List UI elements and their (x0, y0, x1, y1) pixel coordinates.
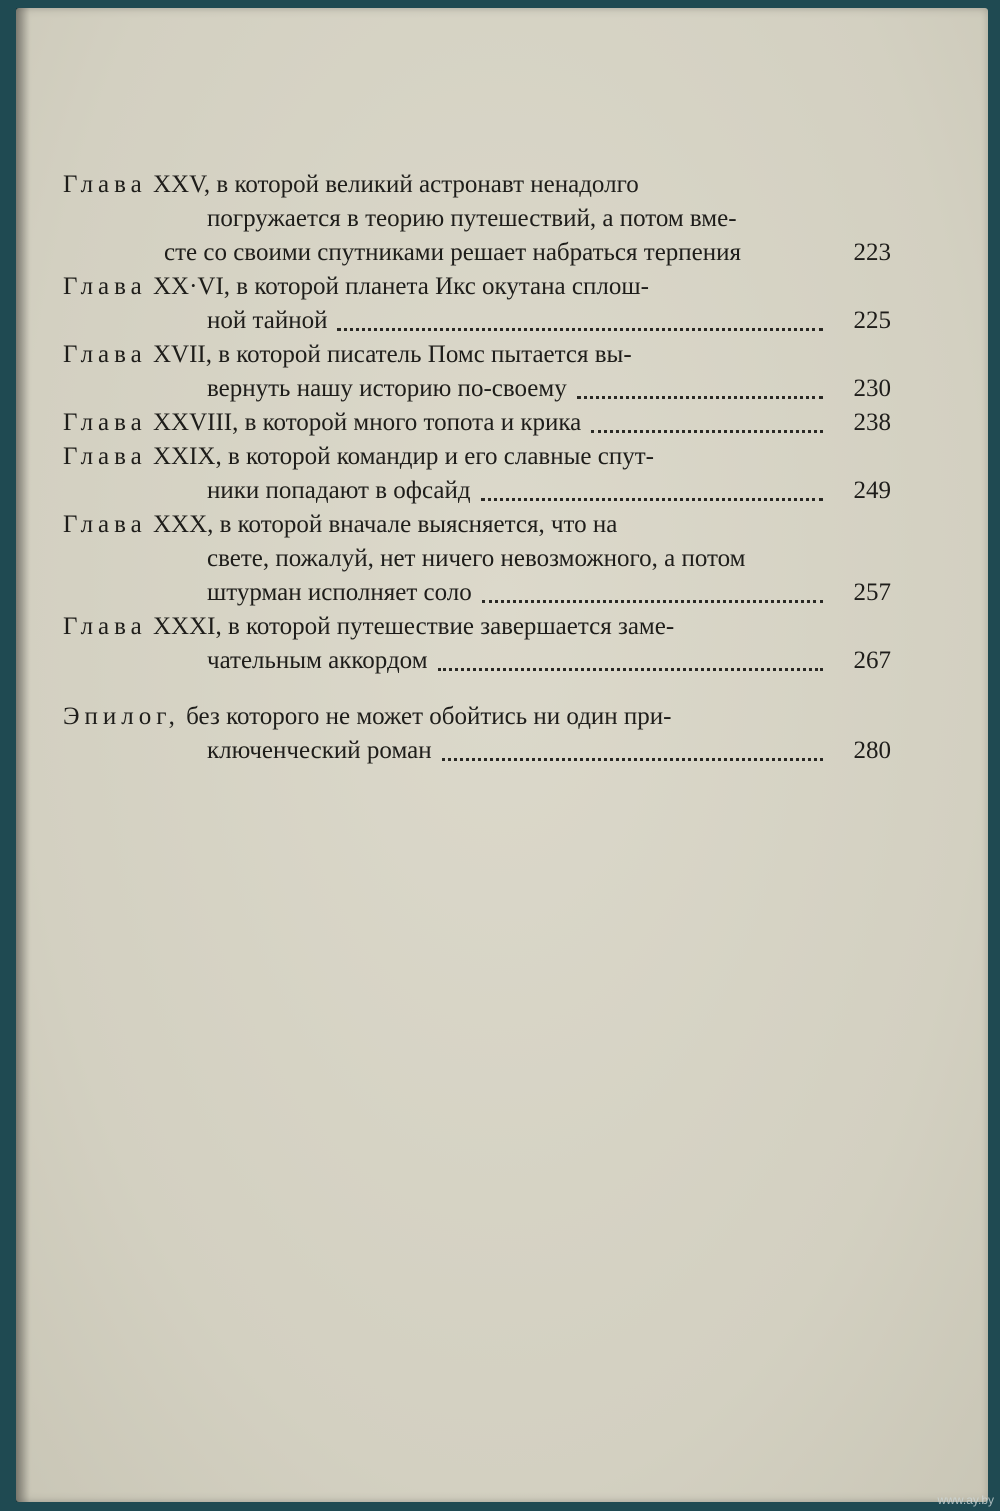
page-number: 249 (853, 477, 891, 504)
dot-leader (591, 414, 823, 433)
dot-leader (337, 312, 823, 331)
page-number: 280 (853, 737, 891, 764)
entry-head: Глава (63, 409, 147, 436)
page-number: 225 (853, 307, 891, 334)
entry-text: ники попадают в офсайд (207, 477, 471, 504)
entry-text: вернуть нашу историю по-своему (207, 375, 567, 402)
entry-head: Глава (63, 511, 147, 538)
toc-entry (63, 270, 891, 338)
entry-text: XXVIII, в которой много топота и крика (152, 409, 582, 436)
toc-entry-epilogue (63, 700, 891, 768)
toc-entry (63, 610, 891, 678)
entry-text: погружается в теорию путешествий, а потом вме- (207, 205, 737, 232)
page-number: 238 (853, 409, 891, 436)
entry-text: ной тайной (207, 307, 328, 334)
entry-text: ключенческий роман (207, 737, 432, 764)
toc-entry (63, 440, 891, 508)
entry-head: Глава (63, 171, 147, 198)
entry-text: XXV, в которой великий астронавт ненадолго (152, 171, 639, 198)
entry-text: XXX, в которой вначале выясняется, что на (152, 511, 618, 538)
entry-head: Глава (63, 443, 147, 470)
page-number: 230 (853, 375, 891, 402)
dot-leader (481, 482, 823, 501)
dot-leader (442, 742, 823, 761)
entry-text: штурман исполняет соло (207, 579, 472, 606)
toc-entry (63, 406, 891, 440)
spine-shadow (16, 8, 30, 1502)
entry-text: свете, пожалуй, нет ничего невозможного, а потом (207, 545, 746, 572)
entry-text: XXIX, в которой командир и его славные спут- (152, 443, 654, 470)
book-page (16, 8, 988, 1502)
toc-entry (63, 168, 891, 270)
entry-head: Эпилог, (63, 703, 180, 730)
entry-head: Глава (63, 341, 147, 368)
toc-entry (63, 508, 891, 610)
entry-head: Глава (63, 613, 147, 640)
dot-leader (438, 652, 823, 671)
toc-entry (63, 338, 891, 406)
page-number: 257 (853, 579, 891, 606)
entry-text: XVII, в которой писатель Помс пытается вы- (152, 341, 632, 368)
page-number: 267 (853, 647, 891, 674)
entry-text: чательным аккордом (207, 647, 428, 674)
entry-text: сте со своими спутниками решает набраться терпения (164, 239, 742, 266)
watermark: www.ay.by (937, 1493, 994, 1507)
dot-leader (577, 380, 823, 399)
entry-text: XX·VI, в которой планета Икс окутана сплош- (152, 273, 649, 300)
entry-text: XXXI, в которой путешествие завершается заме- (152, 613, 675, 640)
entry-text: без которого не может обойтись ни один при- (186, 703, 672, 730)
page-number: 223 (853, 239, 891, 266)
dot-leader (482, 584, 823, 603)
table-of-contents (63, 168, 891, 768)
entry-head: Глава (63, 273, 147, 300)
